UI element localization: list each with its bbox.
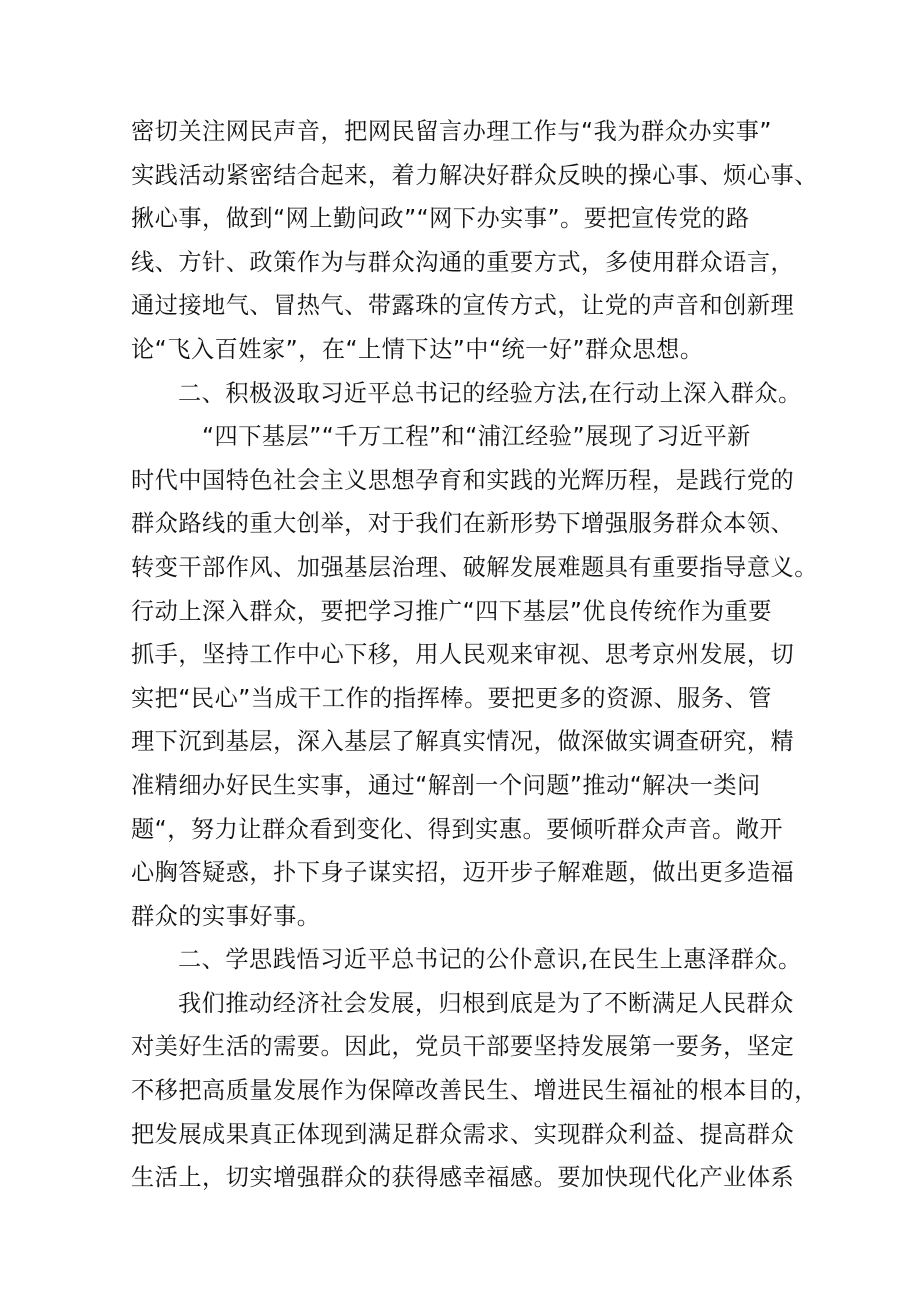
text-line: 时代中国特色社会主义思想孕育和实践的光辉历程，是践行党的 [131, 466, 795, 494]
text-line: 抓手，坚持工作中心下移，用人民观来审视、思考京州发展，切 [131, 641, 795, 669]
text-line: 题“，努力让群众看到变化、得到实惠。要倾听群众声音。敞开 [131, 815, 784, 843]
section-heading: 二、积极汲取习近平总书记的经验方法,在行动上深入群众。 [178, 379, 802, 407]
paragraph-first-line: “四下基层”“千万工程”和“浦江经验”展现了习近平新 [202, 423, 751, 451]
text-line: 群众的实事好事。 [131, 902, 321, 930]
text-line: 心胸答疑惑，扑下身子谋实招，迈开步子解难题，做出更多造福 [131, 859, 795, 887]
text-line: 理下沉到基层，深入基层了解真实情况，做深做实调查研究，精 [131, 728, 795, 756]
text-line: 群众路线的重大创举，对于我们在新形势下增强服务群众本领、 [131, 510, 795, 538]
text-line: 实践活动紧密结合起来，着力解决好群众反映的操心事、烦心事、 [131, 161, 818, 189]
text-line: 线、方针、政策作为与群众沟通的重要方式，多使用群众语言， [131, 248, 795, 276]
text-line: 揪心事，做到“网上勤问政”“网下办实事”。要把宣传党的路 [131, 205, 750, 233]
text-line: 生活上，切实增强群众的获得感幸福感。要加快现代化产业体系 [131, 1164, 795, 1192]
text-line: 把发展成果真正体现到满足群众需求、实现群众利益、提高群众 [131, 1120, 795, 1148]
text-line: 对美好生活的需要。因此，党员干部要坚持发展第一要务，坚定 [131, 1033, 795, 1061]
text-line: 实把“民心”当成干工作的指挥棒。要把更多的资源、服务、管 [131, 684, 772, 712]
text-line: 转变干部作风、加强基层治理、破解发展难题具有重要指导意义。 [131, 553, 818, 581]
text-line: 通过接地气、冒热气、带露珠的宣传方式，让党的声音和创新理 [131, 292, 795, 320]
section-heading: 二、学思践悟习近平总书记的公仆意识,在民生上惠泽群众。 [178, 946, 802, 974]
text-line: 准精细办好民生实事，通过“解剖一个问题”推动“解决一类问 [131, 771, 761, 799]
text-line: 行动上深入群众，要把学习推广“四下基层”优良传统作为重要 [131, 597, 772, 625]
paragraph-first-line: 我们推动经济社会发展，归根到底是为了不断满足人民群众 [178, 989, 794, 1017]
text-line: 密切关注网民声音，把网民留言办理工作与“我为群众办实事” [131, 118, 772, 145]
text-line: 不移把高质量发展作为保障改善民生、增进民生福祉的根本目的， [131, 1077, 818, 1105]
text-line: 论“飞入百姓家”，在“上情下达”中“统一好”群众思想。 [131, 335, 704, 363]
document-body [131, 110, 818, 1200]
